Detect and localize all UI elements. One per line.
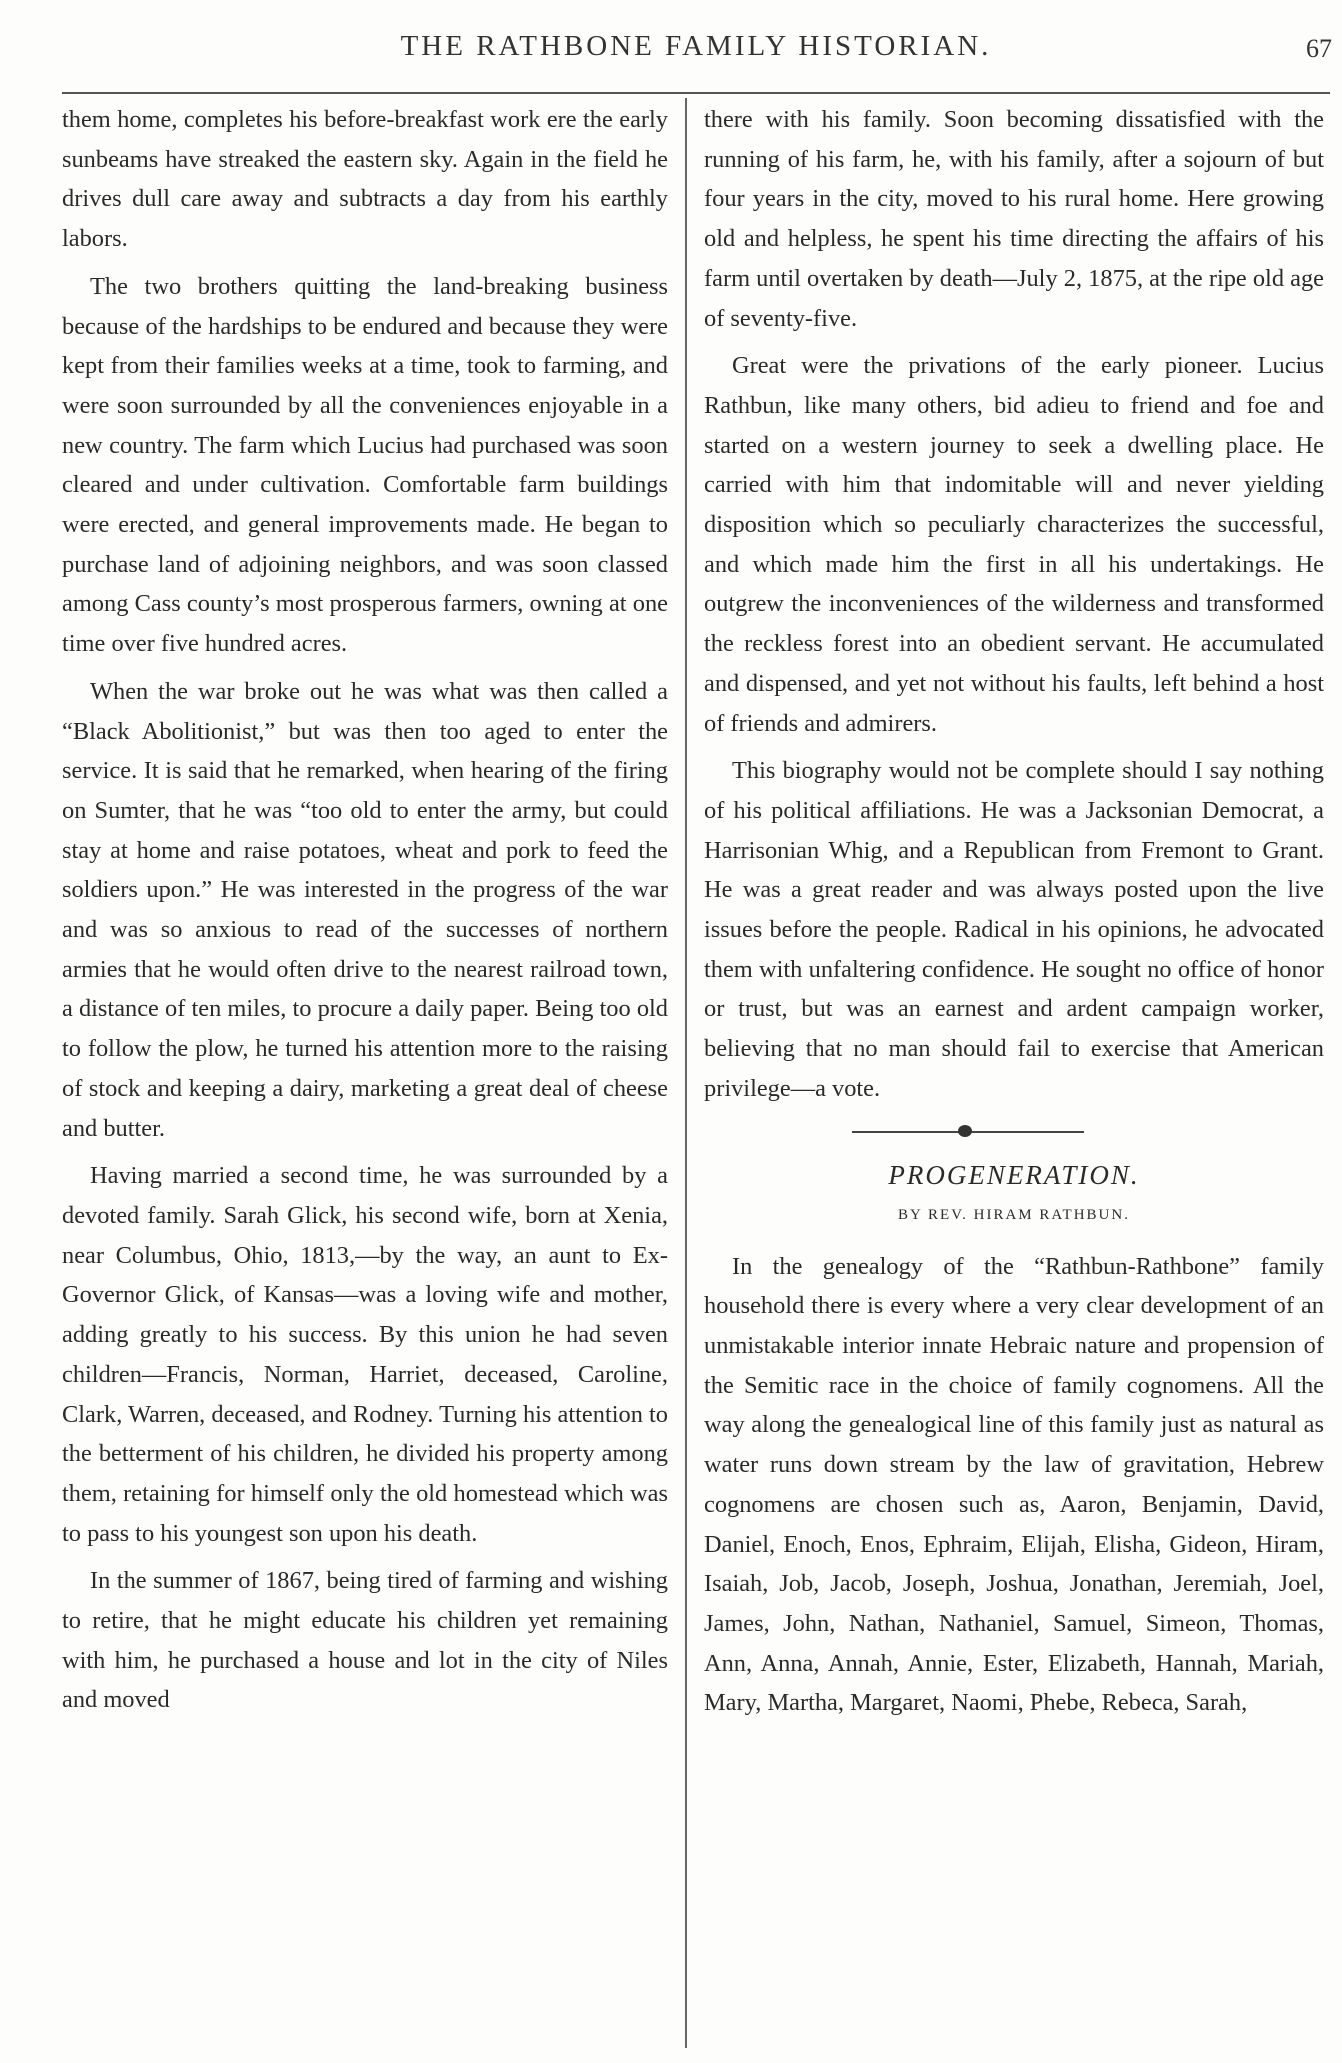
paragraph: This biography would not be complete should I say nothing of his political affiliations. He was a Jacksonian Democrat, a Harrisonian Whig, and a Republican from Fremont to Grant. He was a great reader and was always posted upon the live issues before the people. Radical in his opinions, he advocated them with unfaltering confidence. He sought no office of honor or trust, but was an earnest and ardent campaign worker, believing that no man should fail to exercise that American privilege—a vote. bbox=[704, 757, 1324, 1102]
page-header bbox=[60, 30, 1332, 70]
running-title: THE RATHBONE FAMILY HISTORIAN. bbox=[400, 30, 992, 62]
paragraph: When the war broke out he was what was then called a “Black Abolitionist,” but was then too aged to enter the service. It is said that he remarked, when hearing of the firing on Sumter, that he was “too old to enter the army, but could stay at home and raise potatoes, wheat and pork to feed the soldiers upon.” He was interested in the progress of the war and was so anxious to read of the successes of northern armies that he would often drive to the nearest railroad town, a distance of ten miles, to procure a daily paper. Being too old to follow the plow, he turned his attention more to the raising of stock and keeping a dairy, marketing a great deal of cheese and butter. bbox=[62, 677, 668, 1142]
column-divider bbox=[685, 98, 687, 2048]
divider-dot bbox=[958, 1125, 972, 1137]
paragraph: In the genealogy of the “Rathbun-Rathbone” family household there is every where a very clear development of an unmistakable interior innate Hebraic nature and propension of the Semitic race in the choice of family cognomens. All the way along the genealogical line of this family just as natural as water runs down stream by the law of gravitation, Hebrew cognomens are chosen such as, Aaron, Benjamin, David, Daniel, Enoch, Enos, Ephraim, Elijah, Elisha, Gideon, Hiram, Isaiah, Job, Jacob, Joseph, Joshua, Jonathan, Jeremiah, Joel, James, John, Nathan, Nathaniel, Samuel, Simeon, Thomas, Ann, Anna, Annah, Annie, Ester, Elizabeth, Hannah, Mariah, Mary, Martha, Margaret, Naomi, Phebe, Rebeca, Sarah, bbox=[704, 1252, 1324, 1717]
header-rule bbox=[62, 92, 1330, 94]
paragraph: In the summer of 1867, being tired of farming and wishing to retire, that he might educate his children yet remaining with him, he purchased a house and lot in the city of Niles and moved bbox=[62, 1567, 668, 1714]
section-title: PROGENERATION. bbox=[888, 1159, 1140, 1190]
paragraph: them home, completes his before-breakfast work ere the early sunbeams have streaked the eastern sky. Again in the field he drives dull care away and subtracts a day from his earthly labors. bbox=[62, 106, 668, 253]
section-divider-ornament bbox=[704, 1119, 1324, 1145]
page-number: 67 bbox=[1306, 34, 1332, 63]
right-column bbox=[704, 100, 1324, 1723]
paragraph: Great were the privations of the early pioneer. Lucius Rathbun, like many others, bid adieu to friend and foe and started on a western journey to seek a dwelling place. He carried with him that indomitable will and never yielding disposition which so peculiarly characterizes the successful, and which made him the first in all his undertakings. He outgrew the inconveniences of the wilderness and transformed the reckless forest into an obedient servant. He accumulated and dispensed, and yet not without his faults, left behind a host of friends and admirers. bbox=[704, 352, 1324, 737]
paragraph: The two brothers quitting the land-breaking business because of the hardships to be endured and because they were kept from their families weeks at a time, took to farming, and were soon surrounded by all the conveniences enjoyable in a new country. The farm which Lucius had purchased was soon cleared and under cultivation. Comfortable farm buildings were erected, and general improvements made. He began to purchase land of adjoining neighbors, and was soon classed among Cass county’s most prosperous farmers, owning at one time over five hundred acres. bbox=[62, 272, 668, 658]
left-column bbox=[62, 100, 668, 1720]
section-byline: BY REV. HIRAM RATHBUN. bbox=[898, 1206, 1130, 1223]
paragraph: Having married a second time, he was surrounded by a devoted family. Sarah Glick, his second wife, born at Xenia, near Columbus, Ohio, 1813,—by the way, an aunt to Ex-Governor Glick, of Kansas—was a loving wife and mother, adding greatly to his success. By this union he had seven children—Francis, Norman, Harriet, deceased, Caroline, Clark, Warren, deceased, and Rodney. Turning his attention to the betterment of his children, he divided his property among them, retaining for himself only the old homestead which was to pass to his youngest son upon his death. bbox=[62, 1162, 668, 1547]
paragraph: there with his family. Soon becoming dissatisfied with the running of his farm, he, with his family, after a sojourn of but four years in the city, moved to his rural home. Here growing old and helpless, he spent his time directing the affairs of his farm until overtaken by death—July 2, 1875, at the ripe old age of seventy-five. bbox=[704, 106, 1324, 332]
